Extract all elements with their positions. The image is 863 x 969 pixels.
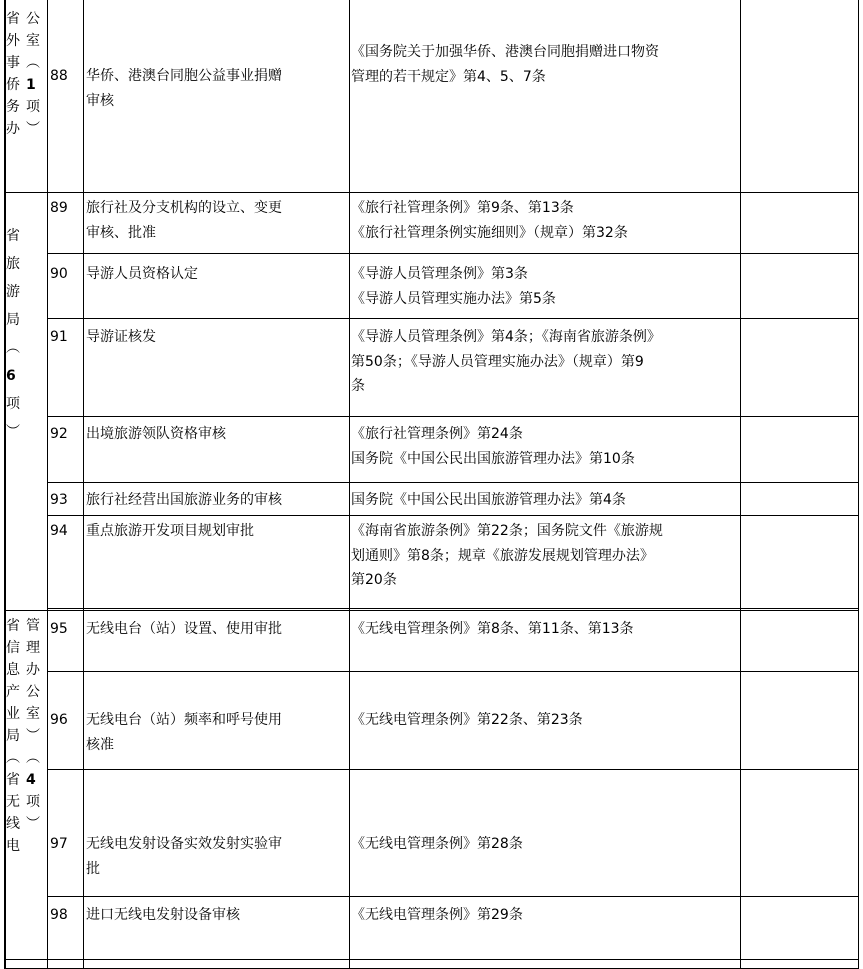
item-name: 导游证核发 <box>86 329 156 345</box>
dept-char: 息 <box>6 662 20 678</box>
row-number: 96 <box>50 712 68 728</box>
dept-char: 局 <box>6 312 20 328</box>
legal-basis: 《海南省旅游条例》第22条；国务院文件《旅游规 <box>351 523 663 539</box>
dept-char: ︶ <box>26 728 40 744</box>
item-name: 华侨、港澳台同胞公益事业捐赠 <box>86 68 282 84</box>
legal-basis: 国务院《中国公民出国旅游管理办法》第4条 <box>351 492 626 508</box>
legal-basis: 《无线电管理条例》第28条 <box>351 836 523 852</box>
item-name: 无线电台（站）频率和呼号使用 <box>86 712 282 728</box>
dept-char: 业 <box>6 706 20 722</box>
grid-horizontal-line <box>47 253 859 254</box>
dept-char: 项 <box>6 396 20 412</box>
item-name: 无线电发射设备实效发射实验审 <box>86 836 282 852</box>
dept-cell-information-industry <box>6 615 50 857</box>
row-number: 90 <box>50 266 68 282</box>
legal-basis: 《旅行社管理条例实施细则》（规章）第32条 <box>351 224 628 241</box>
dept-cell-foreign-affairs <box>6 8 46 140</box>
dept-char: ︶ <box>26 121 40 137</box>
row-number: 91 <box>50 329 68 345</box>
dept-char: 省 <box>6 228 20 244</box>
dept-col-2 <box>26 8 46 140</box>
dept-char: 侨 <box>6 77 20 93</box>
row-number: 95 <box>50 621 68 637</box>
dept-char: 事 <box>6 55 20 71</box>
row-number: 97 <box>50 836 68 852</box>
grid-horizontal-line <box>5 610 859 611</box>
dept-char: 室 <box>26 706 40 722</box>
dept-col-1 <box>6 8 26 140</box>
legal-basis: 划通则》第8条；规章《旅游发展规划管理办法》 <box>351 547 654 564</box>
item-name: 进口无线电发射设备审核 <box>86 907 240 923</box>
dept-cell-tourism <box>6 222 46 446</box>
item-name: 重点旅游开发项目规划审批 <box>86 523 254 539</box>
grid-horizontal-line <box>47 318 859 319</box>
dept-char: 旅 <box>6 256 20 272</box>
legal-basis: 《旅行社管理条例》第24条 <box>351 426 523 442</box>
item-name: 审核 <box>86 92 114 109</box>
grid-vertical-line <box>83 0 84 969</box>
dept-char: 公 <box>26 11 40 27</box>
grid-vertical-line <box>740 0 741 969</box>
item-name: 无线电台（站）设置、使用审批 <box>86 621 282 637</box>
dept-char: 省 <box>6 772 20 788</box>
grid-vertical-line <box>349 0 350 969</box>
row-number: 89 <box>50 200 68 216</box>
dept-char: 办 <box>26 662 40 678</box>
dept-char: 游 <box>6 284 20 300</box>
dept-char: 管 <box>26 618 40 634</box>
item-name: 批 <box>86 860 100 877</box>
dept-char: 线 <box>6 816 20 832</box>
dept-char: 室 <box>26 33 40 49</box>
legal-basis: 第20条 <box>351 572 397 588</box>
row-number: 98 <box>50 907 68 923</box>
item-name: 导游人员资格认定 <box>86 266 198 282</box>
grid-horizontal-line <box>47 896 859 897</box>
legal-basis: 国务院《中国公民出国旅游管理办法》第10条 <box>351 450 635 467</box>
item-name: 出境旅游领队资格审核 <box>86 426 226 442</box>
dept-char: 项 <box>26 99 40 115</box>
legal-basis: 条 <box>351 378 365 394</box>
dept-char: 产 <box>6 684 20 700</box>
legal-basis: 《导游人员管理实施办法》第5条 <box>351 290 556 307</box>
legal-basis: 《国务院关于加强华侨、港澳台同胞捐赠进口物资 <box>351 44 659 60</box>
dept-char: 6 <box>6 368 16 384</box>
dept-char: 务 <box>6 99 20 115</box>
grid-vertical-line <box>858 0 859 969</box>
item-name: 旅行社经营出国旅游业务的审核 <box>86 492 282 508</box>
dept-char: 公 <box>26 684 40 700</box>
dept-char: 4 <box>26 772 36 788</box>
dept-char: ︶ <box>26 816 40 832</box>
grid-horizontal-line <box>47 608 859 609</box>
dept-char: 省 <box>6 618 20 634</box>
dept-col-1 <box>6 615 26 857</box>
legal-basis: 《无线电管理条例》第8条、第11条、第13条 <box>351 621 634 637</box>
dept-char: ︵ <box>26 750 40 766</box>
dept-char: 无 <box>6 794 20 810</box>
dept-char: 1 <box>26 77 36 93</box>
grid-horizontal-line <box>5 959 859 960</box>
row-number: 88 <box>50 68 68 84</box>
legal-basis: 《导游人员管理条例》第3条 <box>351 266 528 282</box>
grid-horizontal-line <box>47 515 859 516</box>
dept-char: 省 <box>6 11 20 27</box>
row-number: 92 <box>50 426 68 442</box>
item-name: 旅行社及分支机构的设立、变更 <box>86 200 282 216</box>
legal-basis: 《导游人员管理条例》第4条；《海南省旅游条例》 <box>351 329 661 345</box>
dept-char: ︶ <box>6 424 20 440</box>
row-number: 93 <box>50 492 68 508</box>
legal-basis: 第50条；《导游人员管理实施办法》（规章）第9 <box>351 353 644 370</box>
dept-char: 办 <box>6 121 20 137</box>
dept-char: 电 <box>6 838 20 854</box>
dept-char: ︵ <box>6 750 20 766</box>
dept-char: 外 <box>6 33 20 49</box>
dept-col-2 <box>26 615 46 857</box>
dept-char: 项 <box>26 794 40 810</box>
grid-horizontal-line <box>47 671 859 672</box>
dept-char: 局 <box>6 728 20 744</box>
grid-horizontal-line <box>47 769 859 770</box>
dept-char: 理 <box>26 640 40 656</box>
dept-char: ︵ <box>6 340 20 356</box>
row-number: 94 <box>50 523 68 539</box>
grid-vertical-line <box>4 0 5 969</box>
legal-basis: 管理的若干规定》第4、5、7条 <box>351 68 546 85</box>
dept-char: 信 <box>6 640 20 656</box>
legal-basis: 《无线电管理条例》第22条、第23条 <box>351 712 583 728</box>
legal-basis: 《旅行社管理条例》第9条、第13条 <box>351 200 574 216</box>
item-name: 核准 <box>86 736 114 753</box>
grid-horizontal-line <box>47 482 859 483</box>
grid-horizontal-line <box>5 192 859 193</box>
legal-basis: 《无线电管理条例》第29条 <box>351 907 523 923</box>
item-name: 审核、批准 <box>86 224 156 241</box>
grid-horizontal-line <box>47 416 859 417</box>
dept-char: ︵ <box>26 55 40 71</box>
